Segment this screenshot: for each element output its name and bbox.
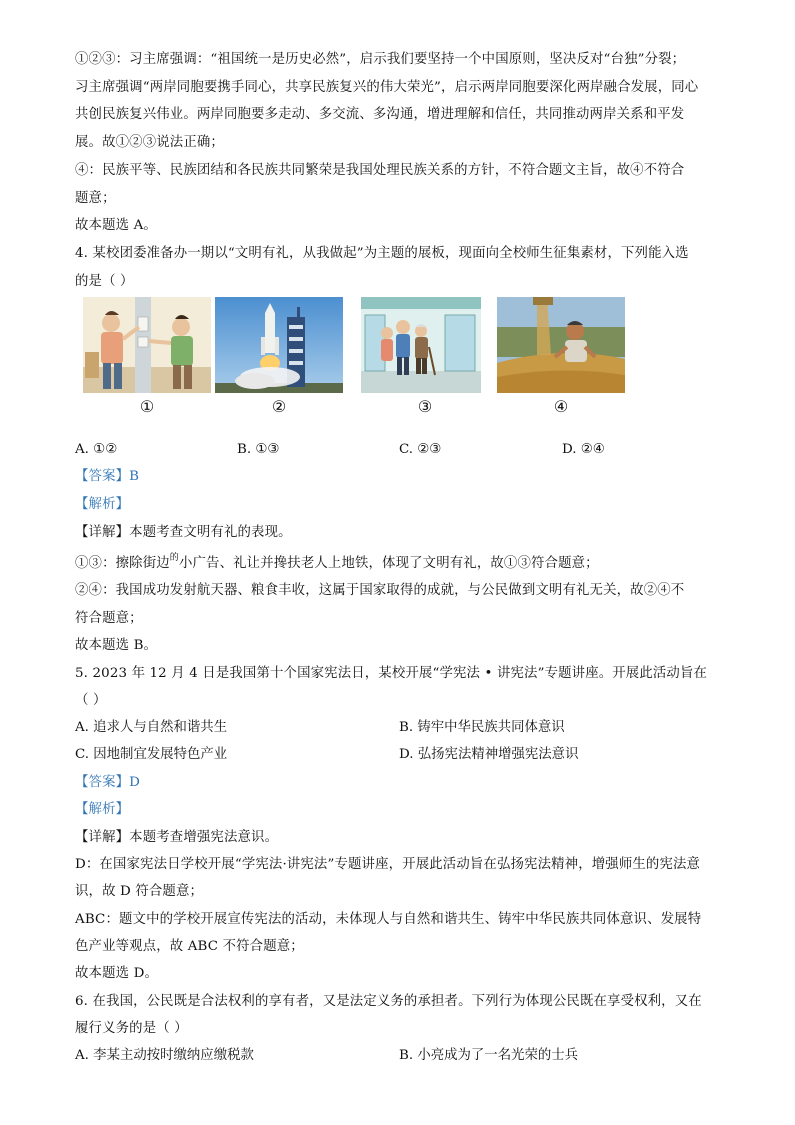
answer-label: 【答案】D <box>75 775 141 790</box>
explanation-line: 色产业等观点，故 ABC 不符合题意； <box>75 939 304 954</box>
explanation-line: 符合题意； <box>75 611 143 626</box>
detail-line: 【详解】本题考查增强宪法意识。 <box>75 830 279 845</box>
explanation-line: ②④：我国成功发射航天器、粮食丰收，这属于国家取得的成就，与公民做到文明有礼无关，故②④不 <box>75 583 685 598</box>
question-5-stem: 5. 2023 年 12 月 4 日是我国第十个国家宪法日，某校开展“学宪法 • 讲宪法”专题讲座。开展此活动旨在 <box>75 666 708 681</box>
text-line: 习主席强调“两岸同胞要携手同心，共享民族复兴的伟大荣光”，启示两岸同胞要深化两岸融合发展，同心 <box>75 80 699 95</box>
cleaning-poster-illustration-icon <box>83 297 211 393</box>
question-6-stem: 6. 在我国，公民既是合法权利的享有者，又是法定义务的承担者。下列行为体现公民既在享受权利，又在 <box>75 994 702 1009</box>
explanation-text: 小广告、礼让并搀扶老人上地铁，体现了文明有礼，故①③符合题意； <box>178 556 599 571</box>
image-label: ④ <box>553 397 569 416</box>
superscript-char: 的 <box>169 553 179 563</box>
option-c: C. 因地制宜发展特色产业 <box>75 747 228 762</box>
explanation-line: ABC：题文中的学校开展宣传宪法的活动，未体现人与自然和谐共生、铸牢中华民族共同体意识、发展特 <box>75 912 702 927</box>
image-label: ① <box>139 397 155 416</box>
answer-line <box>75 467 139 487</box>
text-line: 故本题选 A。 <box>75 218 157 233</box>
text-line: ①②③：习主席强调：“祖国统一是历史必然”，启示我们要坚持一个中国原则，坚决反对“台独”分裂； <box>75 52 686 67</box>
text-line: 展。故①②③说法正确； <box>75 135 224 150</box>
conclusion-line: 故本题选 B。 <box>75 638 158 653</box>
text-line: ④：民族平等、民族团结和各民族共同繁荣是我国处理民族关系的方针，不符合题文主旨，故④不符合 <box>75 163 685 178</box>
question-5-stem: （ ） <box>75 693 107 708</box>
analysis-label: 【解析】 <box>75 497 130 512</box>
explanation-text: ①③：擦除街边 <box>75 556 170 571</box>
option-d: D. ②④ <box>562 442 605 457</box>
detail-line: 【详解】本题考查文明有礼的表现。 <box>75 525 292 540</box>
option-c: C. ②③ <box>399 442 442 457</box>
option-d: D. 弘扬宪法精神增强宪法意识 <box>399 747 579 762</box>
answer-label: 【答案】B <box>75 469 140 484</box>
option-b: B. 铸牢中华民族共同体意识 <box>399 720 565 735</box>
harvest-grain-photo-icon <box>497 297 625 393</box>
subway-helping-elderly-illustration-icon <box>361 297 489 393</box>
question-6-stem: 履行义务的是（ ） <box>75 1021 188 1036</box>
question-4-stem: 4. 某校团委准备办一期以“文明有礼，从我做起”为主题的展板，现面向全校师生征集素材，下列能入选 <box>75 246 689 261</box>
explanation-line: 识，故 D 符合题意； <box>75 884 204 899</box>
analysis-label: 【解析】 <box>75 802 130 817</box>
image-label: ② <box>271 397 287 416</box>
conclusion-line: 故本题选 D。 <box>75 966 158 981</box>
option-b: B. ①③ <box>237 442 280 457</box>
option-b: B. 小亮成为了一名光荣的士兵 <box>399 1048 579 1063</box>
text-line: 共创民族复兴伟业。两岸同胞要多走动、多交流、多沟通，增进理解和信任，共同推动两岸关系和平发 <box>75 107 685 122</box>
option-a: A. ①② <box>75 442 118 457</box>
rocket-launch-photo-icon <box>215 297 343 393</box>
image-label: ③ <box>417 397 433 416</box>
option-a: A. 李某主动按时缴纳应缴税款 <box>75 1048 254 1063</box>
text-line: 题意； <box>75 191 116 206</box>
explanation-line <box>75 554 599 575</box>
explanation-line: D：在国家宪法日学校开展“学宪法·讲宪法”专题讲座，开展此活动旨在弘扬宪法精神，增强师生的宪法意 <box>75 857 701 872</box>
question-4-stem: 的是（ ） <box>75 274 134 289</box>
option-a: A. 追求人与自然和谐共生 <box>75 720 228 735</box>
